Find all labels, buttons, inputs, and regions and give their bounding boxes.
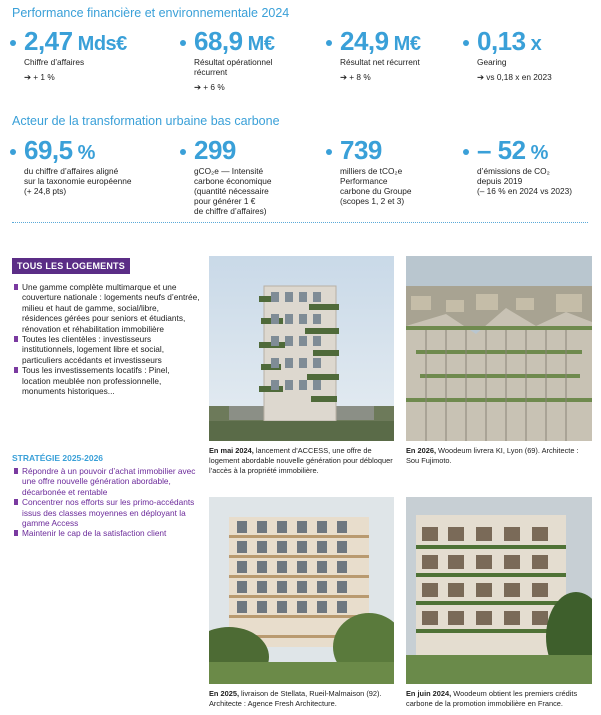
- bullet-dot-icon: [10, 40, 16, 46]
- kpi-label: milliers de tCO₂e Performance carbone du Groupe (scopes 1, 2 et 3): [340, 166, 412, 206]
- caption-text: lancement d’ACCESS, une offre de logement abordable nouvelle génération pour débloquer l’accès à la propriété immobilière.: [209, 446, 393, 475]
- kpi-label: Résultat net récurrent: [340, 57, 420, 67]
- housing-list: [14, 282, 200, 396]
- kpi-unit: x: [525, 33, 542, 55]
- list-item: Tous les investissements locatifs : Pinel, location meublée non professionnelle, monuments historiques...: [14, 365, 200, 396]
- strategy-list: [14, 466, 200, 539]
- list-item: Répondre à un pouvoir d’achat immobilier avec une offre nouvelle génération abordable, décarbonée et rentable: [14, 466, 200, 497]
- photo-woodeum-credits: [406, 497, 592, 684]
- caption-text: Woodeum livrera KI, Lyon (69). Architecte : Sou Fujimoto.: [406, 446, 579, 465]
- kpi-label: Gearing: [477, 57, 507, 67]
- strategy-title: STRATÉGIE 2025-2026: [12, 453, 104, 463]
- kpi-unit: %: [72, 142, 95, 164]
- kpi-label: Chiffre d’affaires: [24, 57, 85, 67]
- kpi-value: 2,47: [24, 26, 73, 56]
- bullet-dot-icon: [326, 40, 332, 46]
- bullet-dot-icon: [180, 40, 186, 46]
- kpi-value: 68,9: [194, 26, 243, 56]
- kpi-co2-reduction: [463, 137, 598, 196]
- caption-date: En 2026,: [406, 446, 436, 455]
- photo-caption: [209, 446, 394, 476]
- kpi-value: 24,9: [340, 26, 389, 56]
- section-title-performance: Performance financière et environnementale 2024: [12, 6, 290, 20]
- photo-caption: [406, 689, 596, 709]
- kpi-taxonomy: [10, 137, 175, 196]
- kpi-gearing: [463, 28, 595, 82]
- photo-caption: [406, 446, 592, 466]
- photo-ki-lyon: [406, 256, 592, 441]
- bullet-dot-icon: [326, 149, 332, 155]
- kpi-label: d’émissions de CO₂ depuis 2019 (– 16 % en 2024 vs 2023): [477, 166, 573, 196]
- divider: [12, 222, 588, 223]
- caption-date: En mai 2024,: [209, 446, 254, 455]
- kpi-operating-result: [180, 28, 320, 92]
- photo-stellata: [209, 497, 394, 684]
- bullet-dot-icon: [463, 40, 469, 46]
- list-item: Une gamme complète multimarque et une couverture nationale : logements neufs d’entrée, milieu et haut de gamme, social/libre, résidences gérées pour seniors et étudiants, rénovation et réhabilitation immobilière: [14, 282, 200, 334]
- kpi-net-result: [326, 28, 466, 82]
- kpi-unit: %: [525, 142, 548, 164]
- kpi-trend: ➔ + 8 %: [340, 72, 371, 82]
- kpi-carbon-intensity: [180, 137, 320, 216]
- kpi-value: 0,13: [477, 26, 526, 56]
- kpi-unit: M€: [388, 33, 421, 55]
- list-item: Concentrer nos efforts sur les primo-accédants issus des classes moyennes en déployant la gamme Access: [14, 497, 200, 528]
- caption-text: Woodeum obtient les premiers crédits carbone de la promotion immobilière en France.: [406, 689, 578, 708]
- kpi-unit: Mds€: [72, 33, 127, 55]
- kpi-label: gCO₂e — Intensité carbone économique (quantité nécessaire pour générer 1 € de chiffre d’affaires): [194, 166, 272, 216]
- kpi-trend: ➔ + 6 %: [194, 82, 225, 92]
- kpi-carbon-performance: [326, 137, 456, 206]
- list-item: Toutes les clientèles : investisseurs institutionnels, logement libre et social, particuliers accédants et investisseurs: [14, 334, 200, 365]
- kpi-revenue: [10, 28, 160, 82]
- bullet-dot-icon: [463, 149, 469, 155]
- kpi-trend: ➔ + 1 %: [24, 72, 55, 82]
- caption-date: En juin 2024,: [406, 689, 452, 698]
- photo-caption: [209, 689, 399, 709]
- kpi-value: 739: [340, 135, 382, 165]
- bullet-dot-icon: [10, 149, 16, 155]
- photo-access-tower: [209, 256, 394, 441]
- kpi-trend: ➔ vs 0,18 x en 2023: [477, 72, 552, 82]
- kpi-value: 299: [194, 135, 236, 165]
- bullet-dot-icon: [180, 149, 186, 155]
- kpi-value: – 52: [477, 135, 526, 165]
- kpi-label: du chiffre d’affaires aligné sur la taxonomie européenne (+ 24,8 pts): [24, 166, 132, 196]
- section-title-low-carbon: Acteur de la transformation urbaine bas carbone: [12, 114, 280, 128]
- caption-date: En 2025,: [209, 689, 239, 698]
- kpi-unit: M€: [242, 33, 275, 55]
- housing-tag: TOUS LES LOGEMENTS: [12, 258, 130, 274]
- kpi-value: 69,5: [24, 135, 73, 165]
- caption-text: livraison de Stellata, Rueil-Malmaison (92). Architecte : Agence Fresh Architecture.: [209, 689, 382, 708]
- list-item: Maintenir le cap de la satisfaction client: [14, 528, 200, 538]
- kpi-label: Résultat opérationnel récurrent: [194, 57, 273, 77]
